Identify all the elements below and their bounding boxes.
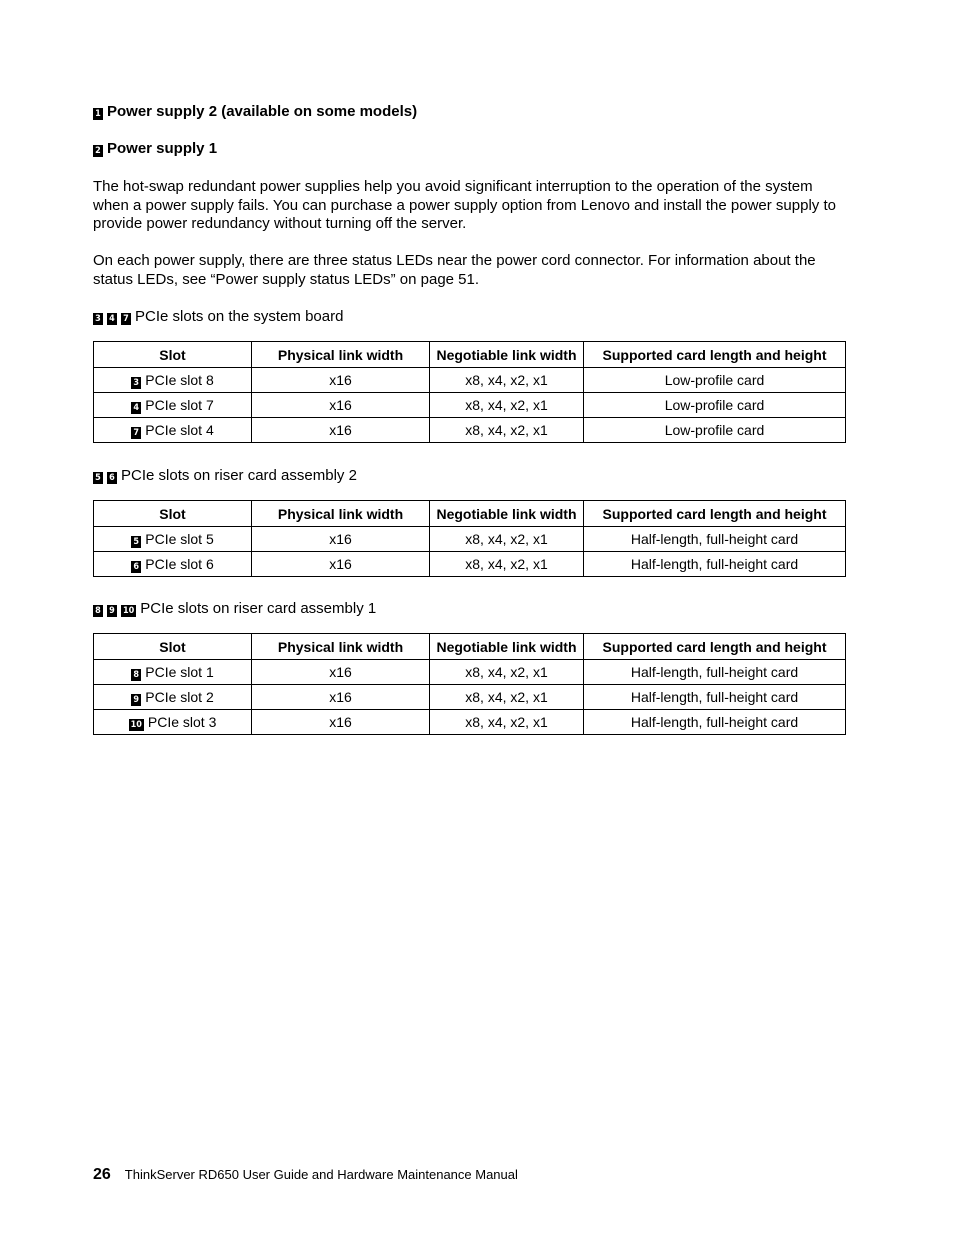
header-negotiable-link-width: Negotiable link width (430, 634, 584, 660)
table-riser-card-1-slots (93, 633, 846, 735)
item-label: Power supply 2 (available on some models) (107, 103, 418, 120)
cell-slot (94, 527, 252, 552)
cell-physical: x16 (252, 685, 430, 710)
table-riser-card-2-slots (93, 500, 846, 577)
callout-badge: 4 (107, 313, 117, 325)
slot-name: PCIe slot 2 (145, 688, 214, 705)
cell-slot (94, 685, 252, 710)
cell-slot (94, 368, 252, 393)
callout-badge: 5 (93, 472, 103, 484)
cell-card: Half-length, full-height card (584, 552, 846, 577)
callout-badge: 1 (93, 108, 103, 120)
page-number: 26 (93, 1166, 111, 1183)
table-header-row (94, 501, 846, 527)
cell-physical: x16 (252, 527, 430, 552)
header-physical-link-width: Physical link width (252, 634, 430, 660)
cell-slot (94, 710, 252, 735)
table-row (94, 710, 846, 735)
slot-name: PCIe slot 4 (145, 421, 214, 438)
table-header-row (94, 634, 846, 660)
caption-riser-card-1 (93, 600, 376, 618)
cell-negotiable: x8, x4, x2, x1 (430, 685, 584, 710)
slot-name: PCIe slot 8 (145, 371, 214, 388)
cell-slot (94, 660, 252, 685)
caption-system-board (93, 308, 343, 326)
cell-card: Low-profile card (584, 368, 846, 393)
callout-badge: 2 (93, 145, 103, 157)
paragraph-status-leds: On each power supply, there are three status LEDs near the power cord connector. For information about the status LEDs, see “Power supply status LEDs” on page 51. (93, 252, 816, 288)
callout-badge: 9 (131, 694, 141, 706)
slot-name: PCIe slot 7 (145, 396, 214, 413)
callout-badge: 10 (123, 606, 135, 616)
cell-negotiable: x8, x4, x2, x1 (430, 368, 584, 393)
cell-negotiable: x8, x4, x2, x1 (430, 418, 584, 443)
cell-physical: x16 (252, 710, 430, 735)
cell-card: Low-profile card (584, 418, 846, 443)
header-supported-card: Supported card length and height (584, 501, 846, 527)
cell-slot (94, 393, 252, 418)
callout-badge: 9 (107, 605, 117, 617)
callout-badge: 5 (131, 536, 141, 548)
cell-slot (94, 552, 252, 577)
caption-text: PCIe slots on riser card assembly 2 (121, 467, 357, 484)
header-supported-card: Supported card length and height (584, 342, 846, 368)
cell-physical: x16 (252, 368, 430, 393)
callout-badge: 7 (131, 427, 141, 439)
cell-slot (94, 418, 252, 443)
slot-name: PCIe slot 1 (145, 663, 214, 680)
item-heading-power-supply-1 (93, 140, 217, 158)
header-negotiable-link-width: Negotiable link width (430, 342, 584, 368)
cell-physical: x16 (252, 552, 430, 577)
table-row (94, 368, 846, 393)
cell-card: Half-length, full-height card (584, 527, 846, 552)
cell-card: Half-length, full-height card (584, 660, 846, 685)
callout-badge: 3 (131, 377, 141, 389)
cell-card: Low-profile card (584, 393, 846, 418)
callout-badge: 8 (93, 605, 103, 617)
table-header-row (94, 342, 846, 368)
header-slot: Slot (94, 342, 252, 368)
item-heading-power-supply-2 (93, 103, 417, 121)
callout-badge: 3 (93, 313, 103, 325)
table-row (94, 418, 846, 443)
cell-card: Half-length, full-height card (584, 710, 846, 735)
cell-negotiable: x8, x4, x2, x1 (430, 660, 584, 685)
slot-name: PCIe slot 6 (145, 555, 214, 572)
header-negotiable-link-width: Negotiable link width (430, 501, 584, 527)
cell-negotiable: x8, x4, x2, x1 (430, 527, 584, 552)
cell-negotiable: x8, x4, x2, x1 (430, 710, 584, 735)
caption-text: PCIe slots on the system board (135, 308, 344, 325)
callout-badge: 10 (130, 719, 142, 730)
cell-physical: x16 (252, 393, 430, 418)
header-slot: Slot (94, 501, 252, 527)
cell-negotiable: x8, x4, x2, x1 (430, 393, 584, 418)
header-physical-link-width: Physical link width (252, 342, 430, 368)
header-slot: Slot (94, 634, 252, 660)
table-row (94, 685, 846, 710)
slot-name: PCIe slot 3 (147, 713, 217, 730)
paragraph-hot-swap: The hot-swap redundant power supplies help you avoid significant interruption to the operation of the system when a power supply fails. You can purchase a power supply option from Lenovo and install the power supply to provide power redundancy without turning off the server. (93, 178, 836, 232)
cell-physical: x16 (252, 660, 430, 685)
callout-badge: 8 (131, 669, 141, 681)
header-supported-card: Supported card length and height (584, 634, 846, 660)
table-row (94, 552, 846, 577)
callout-badge: 4 (131, 402, 141, 414)
cell-physical: x16 (252, 418, 430, 443)
callout-badge: 6 (107, 472, 117, 484)
table-system-board-slots (93, 341, 846, 443)
item-label: Power supply 1 (107, 140, 218, 157)
table-row (94, 660, 846, 685)
cell-negotiable: x8, x4, x2, x1 (430, 552, 584, 577)
page-footer (93, 1166, 518, 1184)
table-row (94, 393, 846, 418)
caption-riser-card-2 (93, 467, 357, 485)
cell-card: Half-length, full-height card (584, 685, 846, 710)
caption-text: PCIe slots on riser card assembly 1 (140, 600, 377, 617)
table-row (94, 527, 846, 552)
callout-badge: 7 (121, 313, 131, 325)
header-physical-link-width: Physical link width (252, 501, 430, 527)
document-title: ThinkServer RD650 User Guide and Hardware Maintenance Manual (124, 1167, 518, 1182)
slot-name: PCIe slot 5 (145, 530, 214, 547)
callout-badge: 6 (131, 561, 141, 573)
